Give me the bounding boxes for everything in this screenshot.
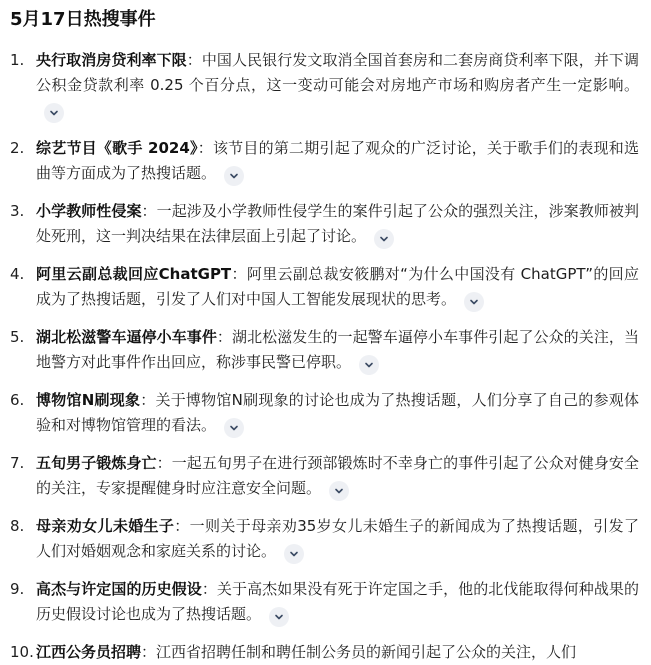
list-item-headline: 央行取消房贷利率下限 — [36, 51, 187, 69]
list-item — [10, 640, 639, 665]
list-item-text — [36, 640, 639, 665]
list-item-body: ：一起涉及小学教师性侵学生的案件引起了公众的强烈关注，涉案教师被判处死刑，这一判决结果在法律层面上引起了讨论。 — [36, 202, 639, 245]
page-title: 5月17日热搜事件 — [10, 9, 156, 30]
list-item-body: ：一起五旬男子在进行颈部锻炼时不幸身亡的事件引起了公众对健身安全的关注，专家提醒健身时应注意安全问题。 — [36, 454, 639, 497]
list-item-headline: 小学教师性侵案 — [36, 202, 142, 220]
list-item — [10, 48, 639, 123]
chevron-down-icon — [289, 549, 299, 559]
list-item-number: 1. — [10, 51, 25, 69]
list-item-headline: 阿里云副总裁回应ChatGPT — [36, 265, 232, 283]
list-item-number: 10. — [10, 643, 34, 661]
chevron-down-icon — [334, 486, 344, 496]
list-item-headline: 博物馆N刷现象 — [36, 391, 141, 409]
list-item-number: 5. — [10, 328, 25, 346]
list-item-text — [36, 262, 639, 312]
hot-search-list — [10, 48, 639, 665]
list-item-headline: 母亲劝女儿未婚生子 — [36, 517, 175, 535]
expand-source-button[interactable] — [224, 418, 244, 438]
list-item-body: ：江西省招聘任制和聘任制公务员的新闻引起了公众的关注，人们 — [141, 643, 577, 661]
list-item-headline: 高杰与许定国的历史假设 — [36, 580, 202, 598]
list-item-text — [36, 199, 639, 249]
list-item-text — [36, 514, 639, 564]
list-item — [10, 136, 639, 186]
list-item-body: ：阿里云副总裁安筱鹏对“为什么中国没有 ChatGPT”的回应成为了热搜话题，引发了人们对中国人工智能发展现状的思考。 — [36, 265, 639, 308]
expand-source-button[interactable] — [374, 229, 394, 249]
list-item-body: ：关于高杰如果没有死于许定国之手，他的北伐能取得何种战果的历史假设讨论也成为了热搜话题。 — [36, 580, 639, 623]
list-item-body: ：一则关于母亲劝35岁女儿未婚生子的新闻成为了热搜话题，引发了人们对婚姻观念和家庭关系的讨论。 — [36, 517, 639, 560]
chevron-down-icon — [49, 108, 59, 118]
list-item-number: 7. — [10, 454, 25, 472]
list-item — [10, 199, 639, 249]
chevron-down-icon — [229, 423, 239, 433]
list-item-number: 6. — [10, 391, 25, 409]
expand-source-button[interactable] — [269, 607, 289, 627]
chevron-down-icon — [379, 234, 389, 244]
list-item-text — [36, 136, 639, 186]
list-item-text — [36, 48, 639, 123]
list-item-number: 8. — [10, 517, 25, 535]
list-item-body: ：关于博物馆N刷现象的讨论也成为了热搜话题，人们分享了自己的参观体验和对博物馆管理的看法。 — [36, 391, 639, 434]
list-item-text — [36, 451, 639, 501]
expand-source-button[interactable] — [224, 166, 244, 186]
list-item-number: 4. — [10, 265, 25, 283]
expand-source-button[interactable] — [284, 544, 304, 564]
list-item-headline: 江西公务员招聘 — [36, 643, 142, 661]
list-item — [10, 388, 639, 438]
chevron-down-icon — [469, 297, 479, 307]
list-item-headline: 五旬男子锻炼身亡 — [36, 454, 157, 472]
chevron-down-icon — [274, 612, 284, 622]
chevron-down-icon — [229, 171, 239, 181]
expand-source-button[interactable] — [329, 481, 349, 501]
list-item — [10, 514, 639, 564]
expand-source-button[interactable] — [44, 103, 64, 123]
list-item — [10, 451, 639, 501]
list-item-body: ：中国人民银行发文取消全国首套房和二套房商贷利率下限，并下调公积金贷款利率 0.25 个百分点，这一变动可能会对房地产市场和购房者产生一定影响。 — [36, 51, 639, 94]
list-item — [10, 325, 639, 375]
list-item-headline: 综艺节目《歌手 2024》 — [36, 139, 198, 157]
expand-source-button[interactable] — [359, 355, 379, 375]
list-item — [10, 262, 639, 312]
list-item-number: 2. — [10, 139, 25, 157]
list-item-number: 3. — [10, 202, 25, 220]
list-item-text — [36, 325, 639, 375]
list-item-number: 9. — [10, 580, 25, 598]
chevron-down-icon — [364, 360, 374, 370]
expand-source-button[interactable] — [464, 292, 484, 312]
list-item-headline: 湖北松滋警车逼停小车事件 — [36, 328, 217, 346]
list-item-body: ：湖北松滋发生的一起警车逼停小车事件引起了公众的关注，当地警方对此事件作出回应，称涉事民警已停职。 — [36, 328, 639, 371]
list-item-body: ：该节目的第二期引起了观众的广泛讨论，关于歌手们的表现和选曲等方面成为了热搜话题。 — [36, 139, 639, 182]
list-item-text — [36, 388, 639, 438]
